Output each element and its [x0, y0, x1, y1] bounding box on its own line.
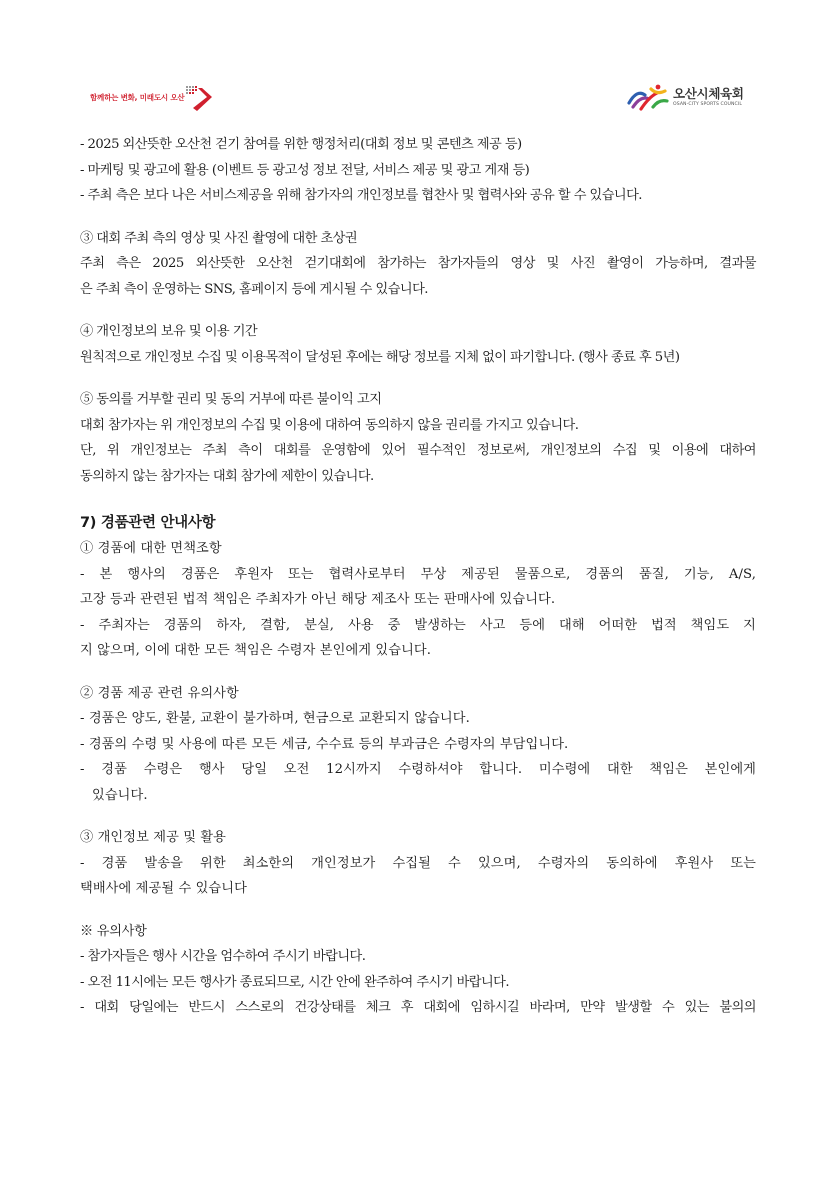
notes-heading: ※ 유의사항	[80, 923, 147, 939]
prize-disclaimer-heading: ① 경품에 대한 면책조항	[80, 541, 222, 556]
prize-notice-line-2: - 경품의 수령 및 사용에 따른 모든 세금, 수수료 등의 부과금은 수령자의 부담입니다.	[80, 736, 569, 752]
council-name: 오산시체육회	[673, 85, 744, 101]
portrait-rights-text-2: 은 주최 측이 운영하는 SNS, 홈페이지 등에 게시될 수 있습니다.	[80, 281, 428, 297]
notes-line-3: - 대회 당일에는 반드시 스스로의 건강상태를 체크 후 대회에 임하시길 바라며, 만약 발생할 수 있는 불의의	[80, 1000, 756, 1015]
prize-notice-line-1: - 경품은 양도, 환불, 교환이 불가하며, 현금으로 교환되지 않습니다.	[80, 711, 470, 726]
prize-notice-line-4: 있습니다.	[92, 787, 148, 803]
refusal-right-text-1: 대회 참가자는 위 개인정보의 수집 및 이용에 대하여 동의하지 않을 권리를 가지고 있습니다.	[80, 417, 579, 433]
prize-disclaimer-line-1: - 본 행사의 경품은 후원자 또는 협력사로부터 무상 제공된 물품으로, 경품의 품질, 기능, A/S,	[80, 566, 756, 582]
prize-disclaimer-line-4: 지 않으며, 이에 대한 모든 책임은 수령자 본인에게 있습니다.	[80, 643, 432, 658]
refusal-right-text-3: 동의하지 않는 참가자는 대회 참가에 제한이 있습니다.	[80, 468, 374, 484]
osan-sports-council-logo	[627, 80, 744, 114]
portrait-rights-heading: ③ 대회 주최 측의 영상 및 사진 촬영에 대한 초상권	[80, 230, 358, 246]
document-body	[80, 132, 756, 1021]
prize-notice-line-3: - 경품 수령은 행사 당일 오전 12시까지 수령하셔야 합니다. 미수령에 대한 책임은 본인에게	[80, 762, 756, 777]
retention-text: 원칙적으로 개인정보 수집 및 이용목적이 달성된 후에는 해당 정보를 지체 없이 파기합니다. (행사 종료 후 5년)	[80, 349, 680, 365]
prize-notice-heading: ② 경품 제공 관련 유의사항	[80, 685, 239, 701]
retention-heading: ④ 개인정보의 보유 및 이용 기간	[80, 324, 258, 339]
refusal-right-text-2: 단, 위 개인정보는 주최 측이 대회를 운영함에 있어 필수적인 정보로써, 개인정보의 수집 및 이용에 대하여	[80, 443, 756, 458]
council-english-name: OSAN-CITY SPORTS COUNCIL	[673, 101, 742, 107]
section-7-title: 7) 경품관련 안내사항	[80, 515, 216, 531]
personal-info-provision-line-1: - 경품 발송을 위한 최소한의 개인정보가 수집될 수 있으며, 수령자의 동의하에 후원사 또는	[80, 855, 756, 871]
slogan-text: 함께하는 변화, 미래도시 오산	[90, 92, 185, 102]
prize-disclaimer-line-2: 고장 등과 관련된 법적 책임은 주최자가 아닌 해당 제조사 또는 판매사에 있습니다.	[80, 592, 556, 607]
osan-city-slogan-logo	[90, 82, 215, 112]
notes-line-1: - 참가자들은 행사 시간을 엄수하여 주시기 바랍니다.	[80, 949, 366, 964]
notes-line-2: - 오전 11시에는 모든 행사가 종료되므로, 시간 안에 완주하여 주시기 바랍니다.	[80, 974, 509, 990]
bullet-sharing: - 주최 측은 보다 나은 서비스제공을 위해 참가자의 개인정보를 협찬사 및 협력사와 공유 할 수 있습니다.	[80, 188, 642, 203]
personal-info-provision-line-2: 택배사에 제공될 수 있습니다	[80, 881, 247, 896]
page-header	[0, 78, 835, 118]
red-arrow-mark-icon	[185, 82, 215, 112]
prize-disclaimer-line-3: - 주최자는 경품의 하자, 결함, 분실, 사용 중 발생하는 사고 등에 대해 어떠한 법적 책임도 지	[80, 617, 756, 633]
personal-info-provision-heading: ③ 개인정보 제공 및 활용	[80, 830, 227, 845]
refusal-right-heading: ⑤ 동의를 거부할 권리 및 동의 거부에 따른 불이익 고지	[80, 392, 382, 407]
bullet-marketing: - 마케팅 및 광고에 활용 (이벤트 등 광고성 정보 전달, 서비스 제공 및 광고 게재 등)	[80, 162, 530, 178]
bullet-admin-processing: - 2025 외산뜻한 오산천 걷기 참여를 위한 행정처리(대회 정보 및 콘텐츠 제공 등)	[80, 137, 522, 152]
portrait-rights-text-1: 주최 측은 2025 외산뜻한 오산천 걷기대회에 참가하는 참가자들의 영상 및 사진 촬영이 가능하며, 결과물	[80, 256, 756, 271]
sports-council-emblem-icon	[627, 83, 669, 111]
